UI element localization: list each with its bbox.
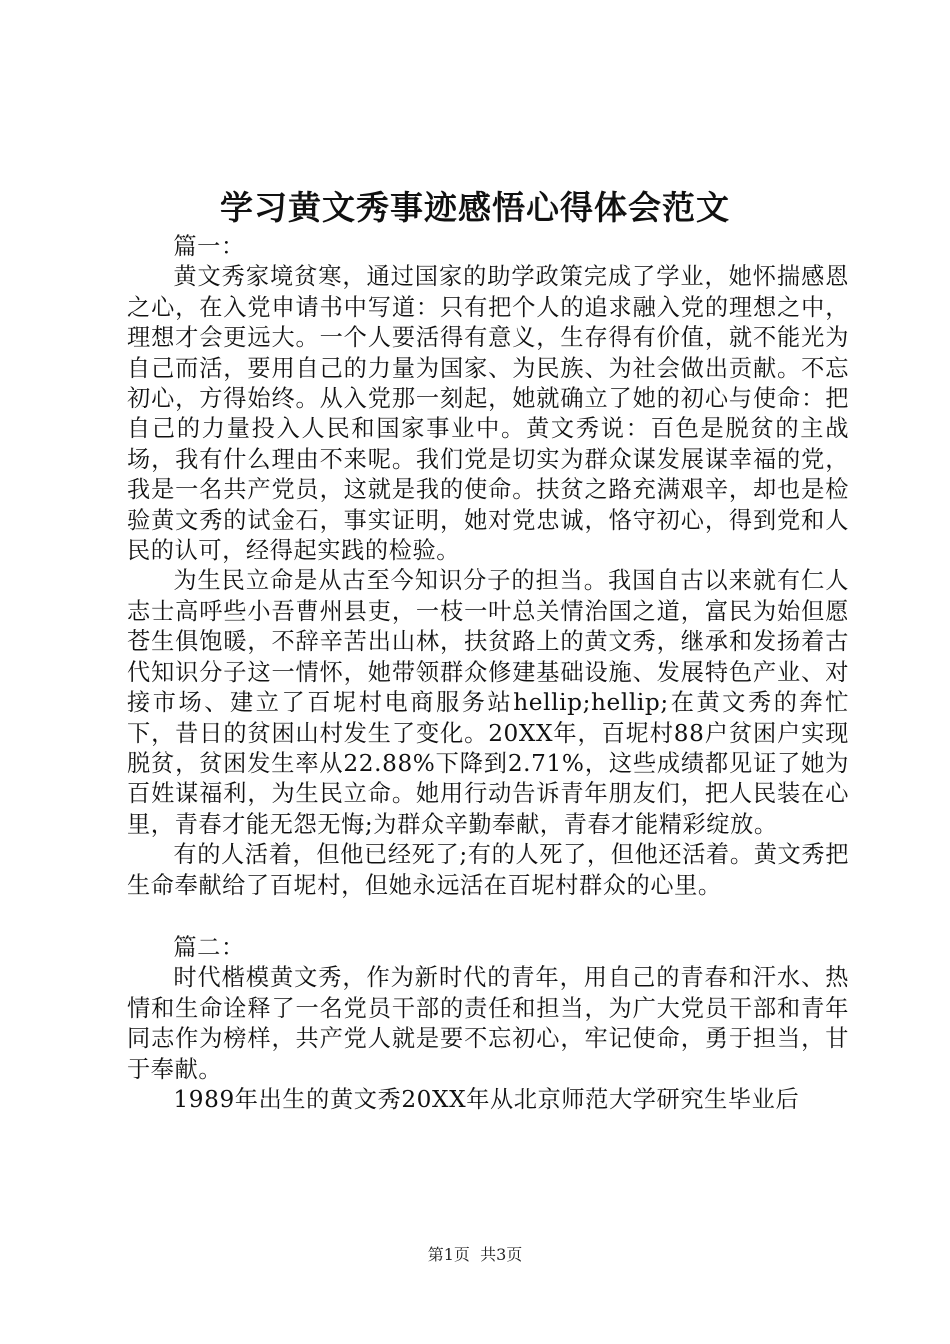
page-footer	[0, 1244, 950, 1266]
section-one-heading: 篇一：	[173, 233, 245, 260]
section-two-paragraph-2: 1989年出生的黄文秀20XX年从北京师范大学研究生毕业后	[173, 1085, 800, 1113]
document-title: 学习黄文秀事迹感悟心得体会范文	[220, 188, 730, 227]
section-two-paragraph-1: 时代楷模黄文秀，作为新时代的青年，用自己的青春和汗水、热情和生命诠释了一名党员干部的责任和担当，为广大党员干部和青年同志作为榜样，共产党人就是要不忘初心，牢记使命，勇于担当，甘于奉献。	[127, 964, 849, 1083]
page-total: 共3页	[480, 1245, 523, 1264]
footer-separator	[470, 1245, 480, 1264]
page-number: 第1页	[427, 1245, 470, 1264]
section-one-paragraph-2: 为生民立命是从古至今知识分子的担当。我国自古以来就有仁人志士高呼些小吾曹州县吏，一枝一叶总关情治国之道，富民为始但愿苍生俱饱暖，不辞辛苦出山林，扶贫路上的黄文秀，继承和发扬着古代知识分子这一情怀，她带领群众修建基础设施、发展特色产业、对接市场、建立了百坭村电商服务站hellip;hellip;在黄文秀的奔忙下，昔日的贫困山村发生了变化。20XX年，百坭村88户贫困户实现脱贫，贫困发生率从22.88%下降到2.71%，这些成绩都见证了她为百姓谋福利，为生民立命。她用行动告诉青年朋友们，把人民装在心里，青春才能无怨无悔;为群众辛勤奉献，青春才能精彩绽放。	[127, 567, 849, 838]
section-one-paragraph-3: 有的人活着，但他已经死了;有的人死了，但他还活着。黄文秀把生命奉献给了百坭村，但她永远活在百坭村群众的心里。	[127, 841, 849, 899]
document-body	[127, 232, 849, 1115]
section-one-paragraph-1: 黄文秀家境贫寒，通过国家的助学政策完成了学业，她怀揣感恩之心，在入党申请书中写道：只有把个人的追求融入党的理想之中，理想才会更远大。一个人要活得有意义，生存得有价值，就不能光为自己而活，要用自己的力量为国家、为民族、为社会做出贡献。不忘初心，方得始终。从入党那一刻起，她就确立了她的初心与使命：把自己的力量投入人民和国家事业中。黄文秀说：百色是脱贫的主战场，我有什么理由不来呢。我们党是切实为群众谋发展谋幸福的党，我是一名共产党员，这就是我的使命。扶贫之路充满艰辛，却也是检验黄文秀的试金石，事实证明，她对党忠诚，恪守初心，得到党和人民的认可，经得起实践的检验。	[127, 263, 849, 565]
section-two-heading: 篇二：	[173, 933, 245, 961]
section-spacer	[127, 901, 849, 933]
